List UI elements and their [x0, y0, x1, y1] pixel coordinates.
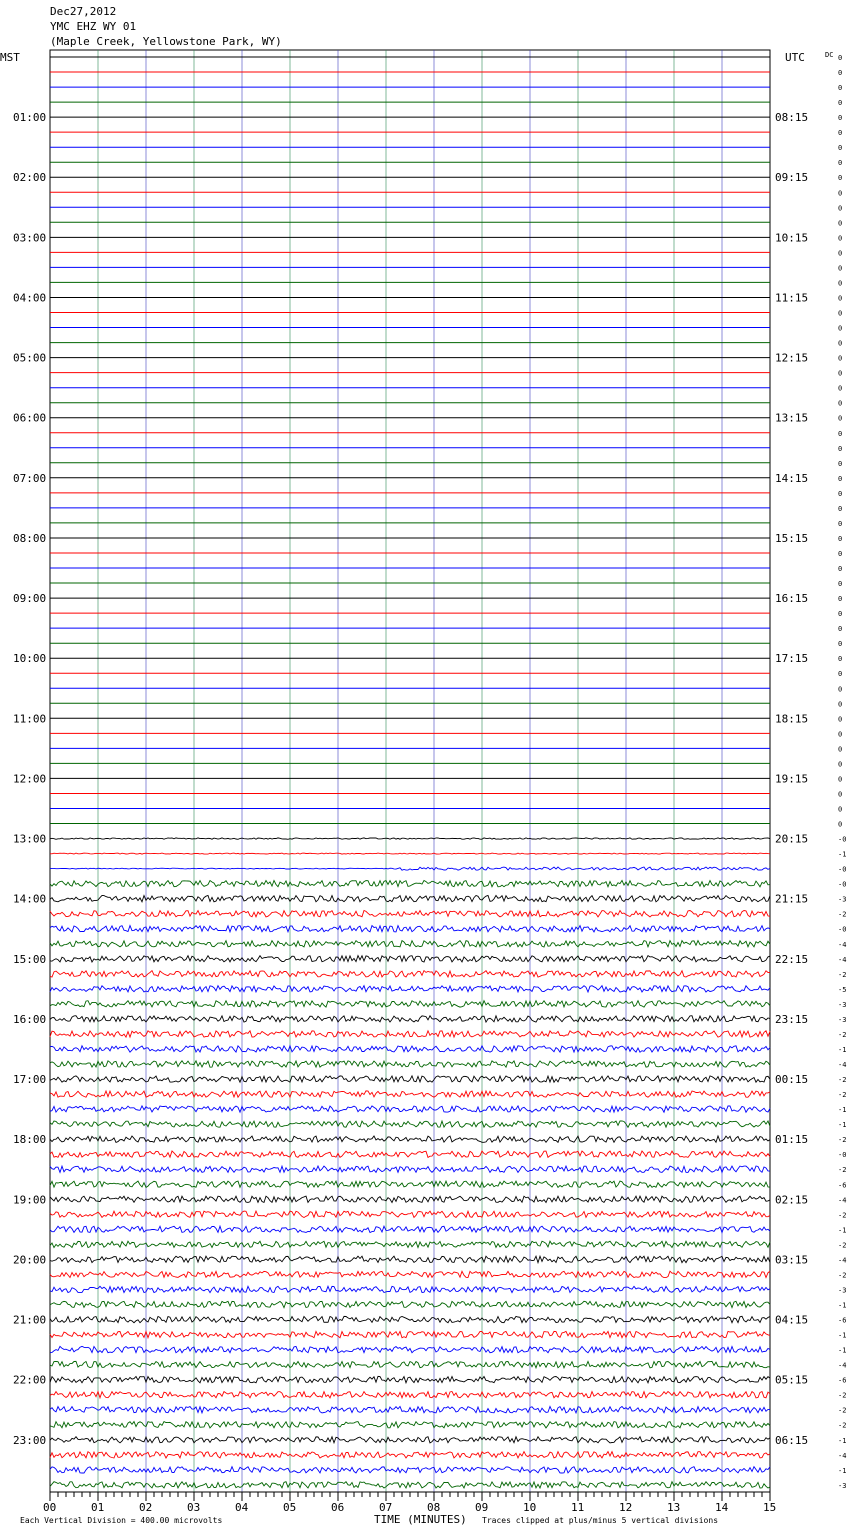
mst-hour-label: 19:00 [13, 1193, 47, 1207]
trace-row [50, 881, 770, 887]
record-date: Dec27,2012 [50, 5, 117, 18]
dc-offset-value: -2 [838, 1211, 847, 1220]
trace-row [50, 1271, 770, 1277]
trace-row [50, 1316, 770, 1322]
utc-hour-label: 09:15 [775, 171, 809, 185]
mst-hour-label: 09:00 [13, 592, 47, 606]
dc-offset-value: 0 [838, 504, 843, 513]
dc-offset-value: 0 [838, 790, 843, 799]
dc-offset-value: -1 [838, 1046, 847, 1054]
utc-hour-label: 21:15 [775, 892, 809, 906]
dc-offset-value: 0 [838, 69, 843, 77]
mst-hour-label: 14:00 [13, 892, 47, 906]
dc-offset-value: 0 [838, 730, 843, 739]
utc-hour-label: 17:15 [775, 652, 809, 666]
dc-offset-value: 0 [838, 429, 843, 438]
dc-offset-value: 0 [838, 565, 843, 573]
mst-hour-label: 12:00 [13, 772, 47, 786]
mst-hour-label: 06:00 [13, 411, 47, 425]
utc-hour-label: 11:15 [775, 291, 809, 305]
dc-offset-value: 0 [838, 444, 843, 453]
clip-note: Traces clipped at plus/minus 5 vertical divisions [482, 1516, 719, 1525]
dc-offset-value: -1 [838, 1226, 847, 1235]
trace-row [50, 986, 770, 992]
dc-offset-value: -0 [838, 925, 847, 934]
utc-label: UTC [785, 51, 805, 64]
mst-hour-label: 15:00 [13, 952, 47, 966]
trace-row [50, 1031, 770, 1037]
trace-row [50, 1091, 770, 1097]
dc-offset-value: 0 [838, 760, 843, 769]
x-tick-label: 08 [427, 1501, 441, 1514]
mst-hour-label: 04:00 [13, 291, 47, 305]
utc-hour-label: 18:15 [775, 712, 809, 726]
trace-row [50, 1136, 770, 1142]
mst-hour-label: 10:00 [13, 652, 47, 666]
trace-row [50, 1076, 770, 1082]
trace-row [50, 1166, 770, 1172]
trace-row [50, 1482, 770, 1488]
dc-offset-value: -4 [838, 1361, 847, 1370]
dc-offset-value: 0 [838, 174, 843, 183]
dc-offset-value: -4 [838, 1256, 847, 1265]
trace-row [50, 1407, 770, 1413]
dc-offset-value: 0 [838, 535, 843, 543]
dc-offset-value: 0 [838, 670, 843, 679]
trace-row [50, 971, 770, 977]
mst-hour-label: 21:00 [13, 1313, 47, 1327]
time-axis [43, 1492, 776, 1514]
utc-hour-label: 13:15 [775, 411, 809, 425]
mst-hour-label: 20:00 [13, 1253, 47, 1267]
dc-offset-value: -1 [838, 1301, 847, 1310]
dc-offset-value: 0 [838, 339, 843, 348]
trace-row [50, 1437, 770, 1443]
trace-row [50, 1196, 770, 1202]
dc-offset-value: 0 [838, 489, 843, 498]
trace-row [50, 867, 770, 870]
dc-offset-value: 0 [838, 820, 843, 829]
mst-hour-label: 05:00 [13, 351, 47, 365]
trace-row [50, 1001, 770, 1007]
trace-row [50, 1211, 770, 1217]
trace-row [50, 1286, 770, 1292]
x-tick-label: 11 [571, 1501, 585, 1514]
dc-offset-value: -2 [838, 1271, 847, 1280]
trace-row [50, 853, 770, 854]
trace-row [50, 1121, 770, 1127]
dc-offset-value: 0 [838, 595, 843, 604]
dc-offset-value: -4 [838, 1061, 847, 1069]
dc-offset-value: 0 [838, 580, 843, 588]
dc-offset-value: 0 [838, 129, 843, 138]
dc-offset-value: -2 [838, 970, 847, 979]
dc-offset-value: -2 [838, 1136, 847, 1145]
utc-hour-label: 06:15 [775, 1433, 809, 1447]
trace-row [50, 896, 770, 902]
trace-row [50, 1346, 770, 1352]
dc-offset-value: 0 [838, 234, 843, 243]
dc-offset-value: -4 [838, 1196, 847, 1205]
x-tick-label: 04 [235, 1501, 249, 1514]
trace-row [50, 941, 770, 947]
x-tick-label: 10 [523, 1501, 537, 1514]
dc-offset-value: 0 [838, 805, 843, 814]
x-tick-label: 03 [187, 1501, 201, 1514]
trace-row [50, 1106, 770, 1112]
trace-row [50, 926, 770, 932]
x-tick-label: 12 [619, 1501, 633, 1514]
dc-offset-labels [838, 54, 846, 1490]
utc-hour-labels [775, 111, 808, 1447]
dc-offset-value: -3 [838, 1015, 847, 1024]
dc-offset-value: -1 [838, 1346, 847, 1355]
x-tick-label: 01 [91, 1501, 105, 1514]
trace-row [50, 1016, 770, 1022]
dc-offset-value: 0 [838, 84, 843, 93]
dc-offset-value: 0 [838, 219, 843, 228]
dc-offset-value: 0 [838, 655, 843, 664]
dc-offset-value: 0 [838, 685, 843, 694]
mst-hour-label: 07:00 [13, 471, 47, 485]
mst-hour-label: 08:00 [13, 532, 47, 545]
x-axis-title: TIME (MINUTES) [374, 1513, 467, 1526]
utc-hour-label: 10:15 [775, 231, 809, 245]
utc-hour-label: 05:15 [775, 1373, 809, 1387]
dc-offset-value: 0 [838, 715, 843, 724]
utc-hour-label: 08:15 [775, 111, 809, 125]
x-tick-label: 00 [43, 1501, 57, 1514]
trace-row [50, 1452, 770, 1458]
dc-offset-value: -4 [838, 940, 847, 949]
trace-row [50, 1256, 770, 1262]
mst-hour-labels [13, 111, 46, 1447]
trace-row [50, 1241, 770, 1247]
dc-offset-value: -1 [838, 1331, 847, 1340]
dc-offset-value: 0 [838, 474, 843, 483]
dc-offset-value: -1 [838, 1436, 847, 1445]
trace-row [50, 1331, 770, 1337]
dc-offset-value: 0 [838, 399, 843, 408]
dc-offset-value: -5 [838, 985, 847, 994]
utc-hour-label: 20:15 [775, 832, 809, 846]
dc-offset-value: -3 [838, 1481, 847, 1490]
trace-row [50, 1061, 770, 1067]
trace-row [50, 838, 770, 839]
dc-offset-value: 0 [838, 249, 843, 258]
dc-offset-value: -2 [838, 1391, 847, 1400]
dc-offset-value: 0 [838, 279, 843, 288]
dc-offset-value: 0 [838, 700, 843, 709]
dc-offset-value: -3 [838, 1000, 847, 1009]
dc-offset-value: 0 [838, 745, 843, 754]
dc-offset-value: 0 [838, 114, 843, 123]
dc-offset-value: -4 [838, 955, 847, 964]
dc-offset-value: -6 [838, 1316, 847, 1325]
utc-hour-label: 12:15 [775, 351, 809, 365]
x-tick-label: 05 [283, 1501, 297, 1514]
dc-offset-value: -2 [838, 910, 847, 919]
station-code: YMC EHZ WY 01 [50, 20, 137, 33]
x-tick-label: 14 [715, 1501, 729, 1514]
trace-row [50, 911, 770, 917]
dc-offset-value: 0 [838, 354, 843, 363]
trace-row [50, 1376, 770, 1382]
dc-offset-value: -2 [838, 1421, 847, 1430]
dc-offset-value: -1 [838, 1121, 847, 1130]
trace-row [50, 1361, 770, 1367]
utc-hour-label: 22:15 [775, 952, 809, 966]
mst-hour-label: 22:00 [13, 1373, 47, 1387]
utc-hour-label: 19:15 [775, 772, 809, 786]
dc-offset-value: -1 [838, 1106, 847, 1115]
utc-hour-label: 02:15 [775, 1193, 809, 1207]
dc-offset-value: -2 [838, 1091, 847, 1100]
dc-offset-value: 0 [838, 309, 843, 318]
trace-group [50, 57, 770, 1488]
x-tick-label: 06 [331, 1501, 345, 1514]
dc-offset-value: -6 [838, 1181, 847, 1190]
dc-offset-value: 0 [838, 204, 843, 213]
trace-row [50, 956, 770, 962]
trace-row [50, 1301, 770, 1307]
dc-offset-value: -4 [838, 1451, 847, 1460]
x-tick-label: 09 [475, 1501, 489, 1514]
dc-offset-value: -0 [838, 880, 847, 889]
utc-hour-label: 01:15 [775, 1133, 809, 1147]
utc-hour-label: 14:15 [775, 471, 809, 485]
dc-offset-value: 0 [838, 144, 843, 153]
dc-offset-value: 0 [838, 384, 843, 393]
dc-offset-value: -3 [838, 895, 847, 904]
trace-row [50, 1181, 770, 1187]
utc-hour-label: 03:15 [775, 1253, 809, 1267]
dc-offset-value: 0 [838, 189, 843, 198]
dc-offset-value: 0 [838, 294, 843, 303]
dc-offset-value: 0 [838, 414, 843, 423]
x-tick-label: 02 [139, 1501, 153, 1514]
dc-offset-value: -0 [838, 835, 847, 844]
trace-row [50, 1226, 770, 1232]
trace-row [50, 1392, 770, 1398]
dc-offset-value: 0 [838, 99, 843, 108]
mst-hour-label: 01:00 [13, 111, 47, 125]
station-location: (Maple Creek, Yellowstone Park, WY) [50, 35, 282, 48]
scale-note: Each Vertical Division = 400.00 microvolts [20, 1516, 223, 1525]
utc-hour-label: 15:15 [775, 532, 809, 545]
dc-offset-value: 0 [838, 54, 843, 62]
dc-offset-value: 0 [838, 775, 843, 784]
dc-offset-value: -2 [838, 1406, 847, 1415]
x-tick-label: 13 [667, 1501, 681, 1514]
dc-offset-value: -1 [838, 850, 847, 859]
dc-offset-value: 0 [838, 610, 843, 619]
mst-hour-label: 03:00 [13, 231, 47, 245]
utc-hour-label: 23:15 [775, 1012, 809, 1026]
utc-hour-label: 00:15 [775, 1073, 809, 1086]
dc-offset-value: 0 [838, 640, 843, 649]
mst-hour-label: 02:00 [13, 171, 47, 185]
dc-offset-value: 0 [838, 159, 843, 168]
utc-hour-label: 16:15 [775, 592, 809, 606]
mst-hour-label: 11:00 [13, 712, 47, 726]
mst-label: MST [0, 51, 20, 64]
dc-offset-value: -1 [838, 1466, 847, 1475]
mst-hour-label: 18:00 [13, 1133, 47, 1147]
dc-offset-value: -2 [838, 1030, 847, 1039]
trace-row [50, 1046, 770, 1052]
dc-offset-value: -2 [838, 1241, 847, 1250]
dc-offset-value: 0 [838, 459, 843, 468]
mst-hour-label: 16:00 [13, 1012, 47, 1026]
mst-hour-label: 17:00 [13, 1073, 47, 1086]
trace-row [50, 1467, 770, 1473]
utc-hour-label: 04:15 [775, 1313, 809, 1327]
dc-offset-value: 0 [838, 625, 843, 634]
dc-offset-value: 0 [838, 519, 843, 528]
dc-offset-value: -0 [838, 1151, 847, 1160]
x-tick-label: 07 [379, 1501, 393, 1514]
trace-row [50, 1422, 770, 1428]
dc-offset-value: -0 [838, 865, 847, 874]
mst-hour-label: 23:00 [13, 1433, 47, 1447]
dc-offset-value: 0 [838, 369, 843, 378]
dc-offset-value: 0 [838, 550, 843, 558]
dc-offset-value: -3 [838, 1286, 847, 1295]
mst-hour-label: 13:00 [13, 832, 47, 846]
dc-offset-value: -2 [838, 1076, 847, 1084]
dc-offset-value: -6 [838, 1376, 847, 1385]
trace-row [50, 1151, 770, 1157]
x-tick-label: 15 [763, 1501, 777, 1514]
dc-offset-value: -2 [838, 1166, 847, 1175]
dc-offset-value: 0 [838, 264, 843, 273]
dc-label: DC [825, 51, 834, 59]
dc-offset-value: 0 [838, 324, 843, 333]
